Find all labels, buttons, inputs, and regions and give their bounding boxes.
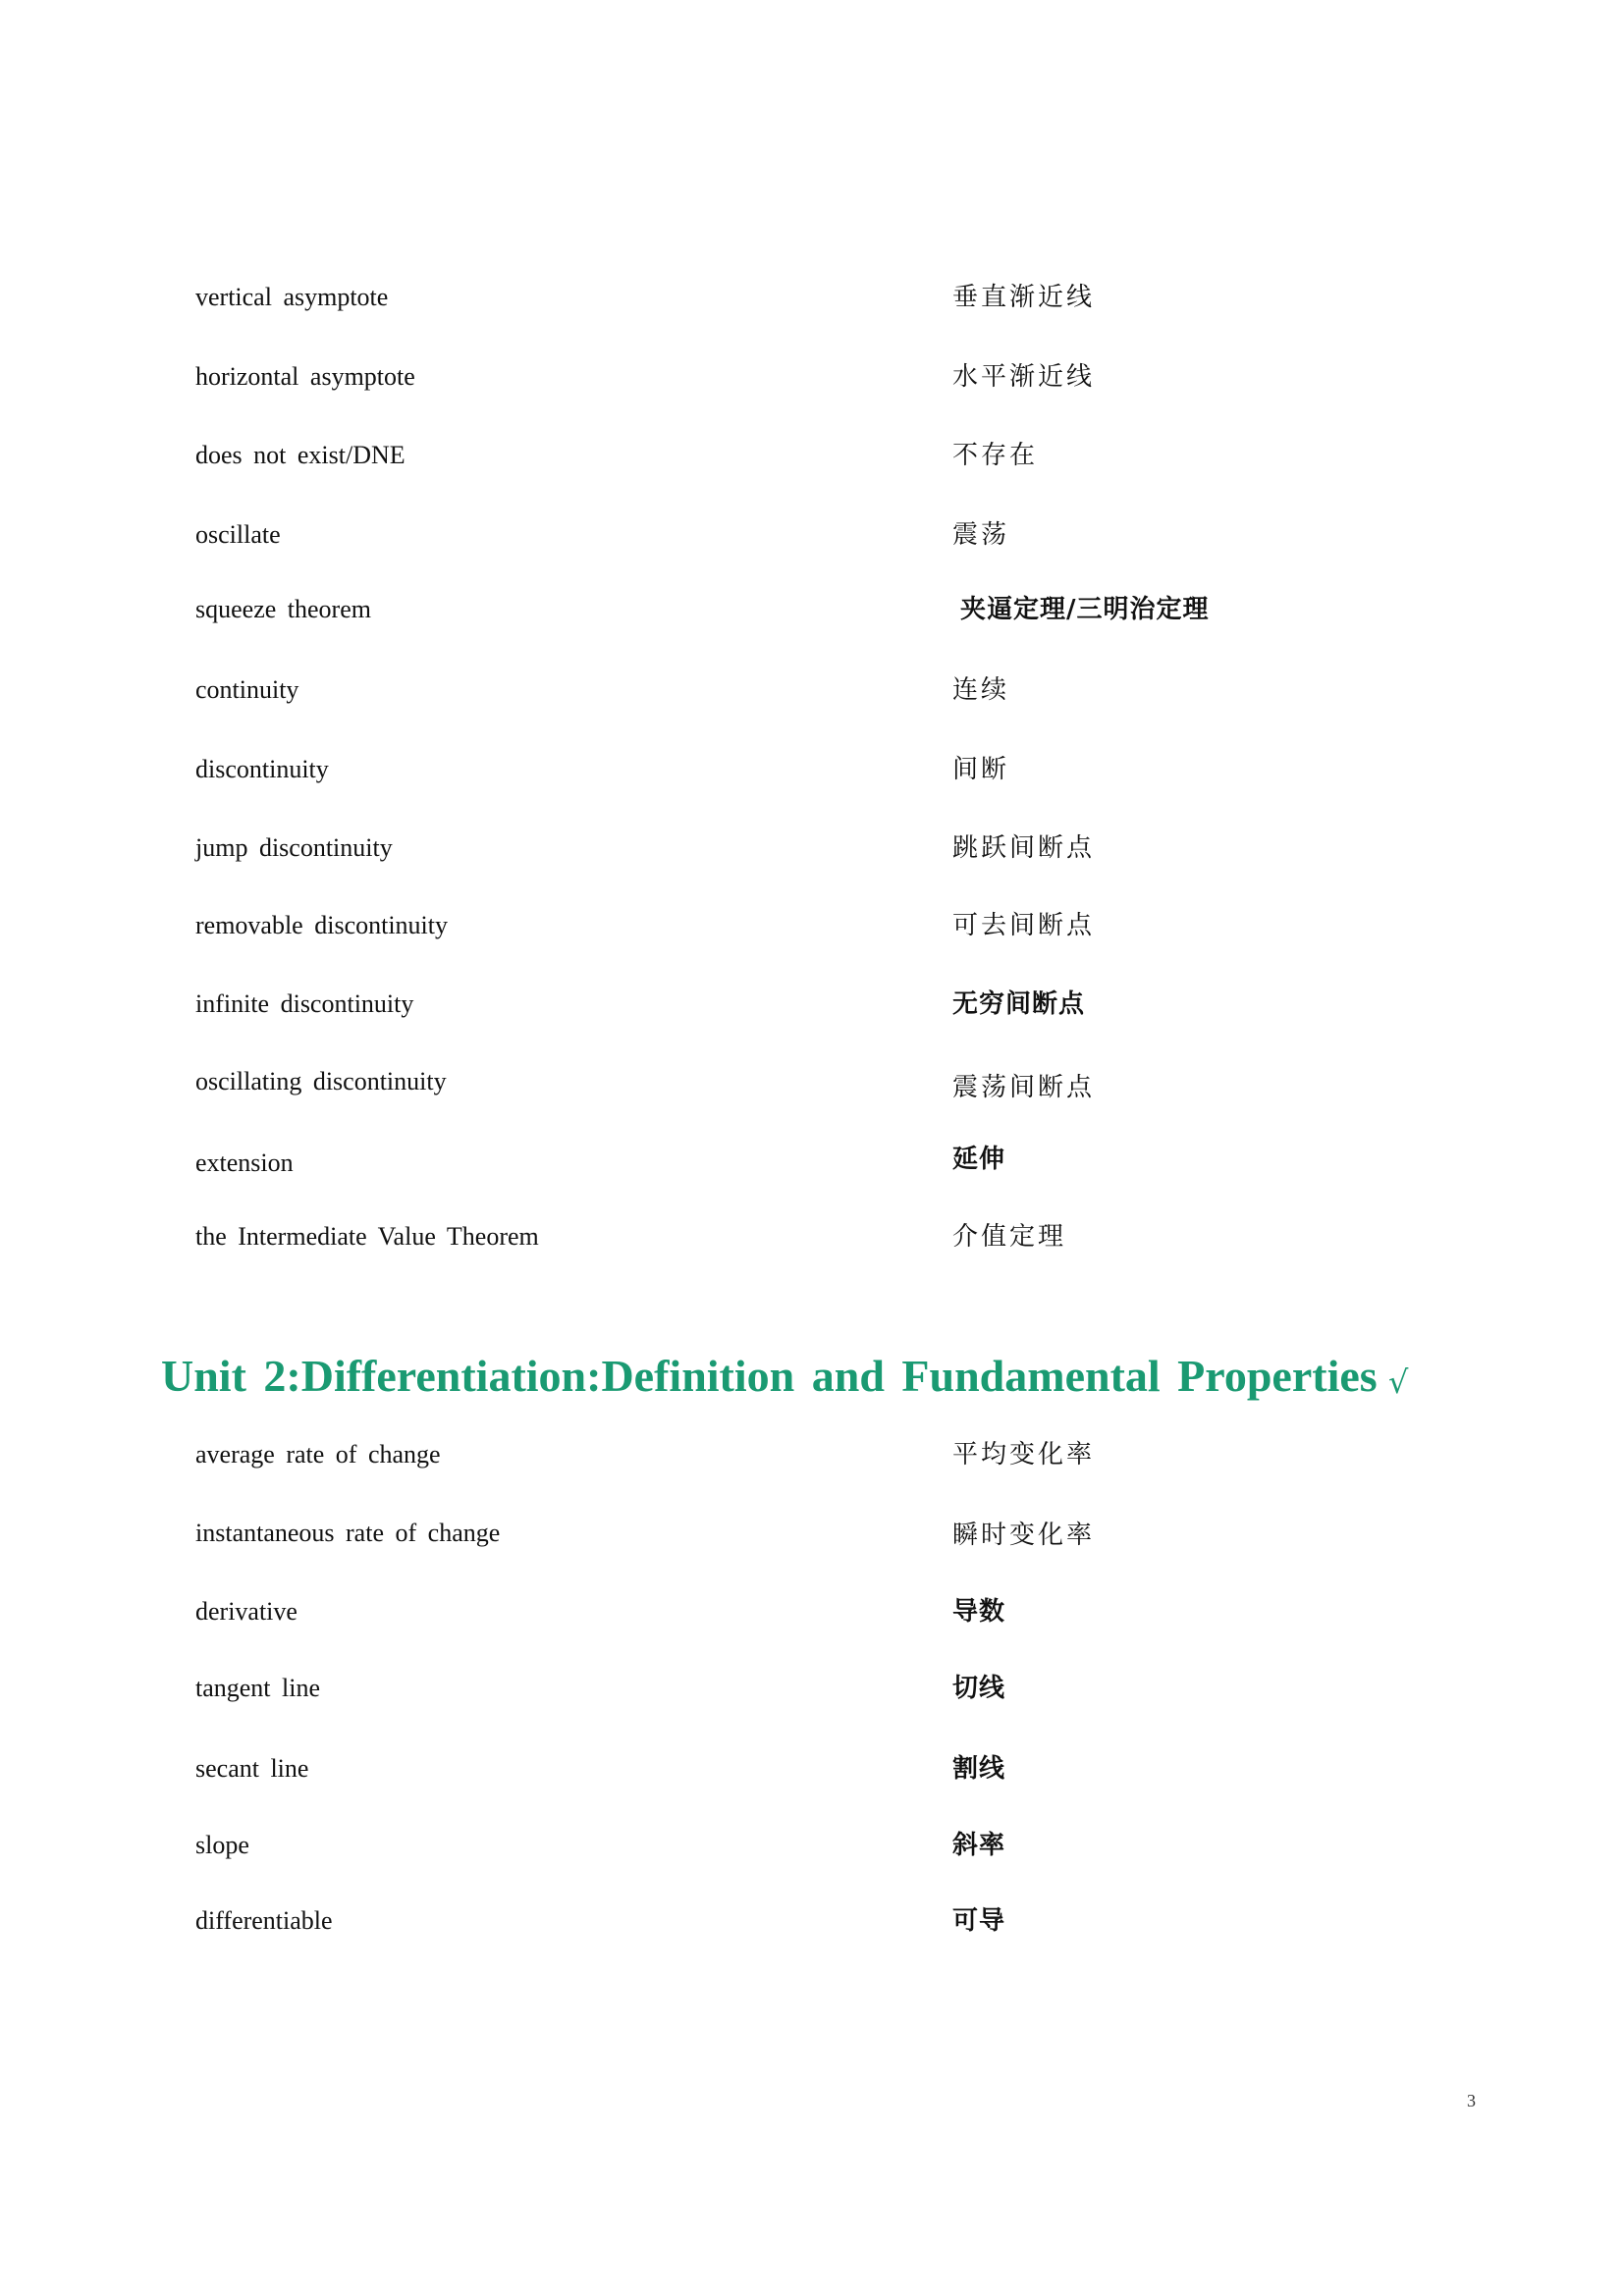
term-chinese: 割线	[952, 1754, 1006, 1784]
term-chinese: 延伸	[952, 1145, 1006, 1174]
term-chinese: 切线	[952, 1674, 1006, 1703]
term-chinese: 跳跃间断点	[952, 833, 1096, 863]
glossary-row	[0, 828, 1623, 868]
glossary-row	[0, 670, 1623, 710]
term-english: jump discontinuity	[195, 833, 393, 862]
unit-heading: Unit 2:Differentiation:Definition and Fundamental Properties	[161, 1351, 1378, 1401]
glossary-row	[0, 1217, 1623, 1256]
check-mark-icon: √	[1388, 1363, 1409, 1401]
glossary-row	[0, 1901, 1623, 1941]
glossary-row	[0, 1435, 1623, 1474]
glossary-row	[0, 750, 1623, 789]
term-chinese: 平均变化率	[952, 1440, 1096, 1469]
term-chinese: 夹逼定理/三明治定理	[960, 595, 1210, 624]
term-english: continuity	[195, 675, 299, 704]
term-english: slope	[195, 1831, 249, 1859]
term-english: instantaneous rate of change	[195, 1519, 501, 1547]
term-english: derivative	[195, 1597, 298, 1626]
term-chinese: 导数	[952, 1597, 1006, 1627]
term-chinese: 震荡间断点	[952, 1073, 1096, 1102]
term-english: average rate of change	[195, 1440, 441, 1468]
term-english: does not exist/DNE	[195, 441, 406, 469]
term-chinese: 瞬时变化率	[952, 1521, 1096, 1550]
term-english: tangent line	[195, 1674, 321, 1702]
glossary-row	[0, 357, 1623, 397]
term-chinese: 斜率	[952, 1831, 1006, 1860]
glossary-row	[0, 278, 1623, 317]
term-english: oscillating discontinuity	[195, 1067, 447, 1095]
term-english: oscillate	[195, 520, 281, 549]
glossary-row	[0, 1514, 1623, 1553]
term-english: vertical asymptote	[195, 283, 389, 311]
glossary-row	[0, 515, 1623, 555]
glossary-row	[0, 436, 1623, 475]
glossary-row	[0, 906, 1623, 945]
term-english: secant line	[195, 1754, 309, 1783]
term-chinese: 震荡	[952, 520, 1010, 550]
page-number: 3	[1467, 2091, 1476, 2110]
term-chinese: 连续	[952, 675, 1010, 705]
glossary-row	[0, 1669, 1623, 1708]
glossary-row	[0, 1062, 1623, 1101]
term-chinese: 无穷间断点	[952, 989, 1086, 1019]
term-chinese: 可去间断点	[952, 911, 1096, 940]
term-english: horizontal asymptote	[195, 362, 415, 391]
glossary-row	[0, 590, 1623, 629]
glossary-row	[0, 1592, 1623, 1631]
term-english: squeeze theorem	[195, 595, 371, 623]
term-english: infinite discontinuity	[195, 989, 414, 1018]
term-english: the Intermediate Value Theorem	[195, 1222, 539, 1251]
glossary-row	[0, 1749, 1623, 1789]
term-english: discontinuity	[195, 755, 329, 783]
glossary-row	[0, 985, 1623, 1024]
term-chinese: 可导	[952, 1906, 1006, 1936]
term-chinese: 水平渐近线	[952, 362, 1096, 392]
term-english: differentiable	[195, 1906, 333, 1935]
term-english: removable discontinuity	[195, 911, 449, 939]
term-chinese: 间断	[952, 755, 1010, 784]
glossary-row	[0, 1826, 1623, 1865]
glossary-row	[0, 1144, 1623, 1183]
term-chinese: 介值定理	[952, 1222, 1067, 1252]
term-chinese: 不存在	[952, 441, 1039, 470]
term-chinese: 垂直渐近线	[952, 283, 1096, 312]
term-english: extension	[195, 1148, 294, 1177]
